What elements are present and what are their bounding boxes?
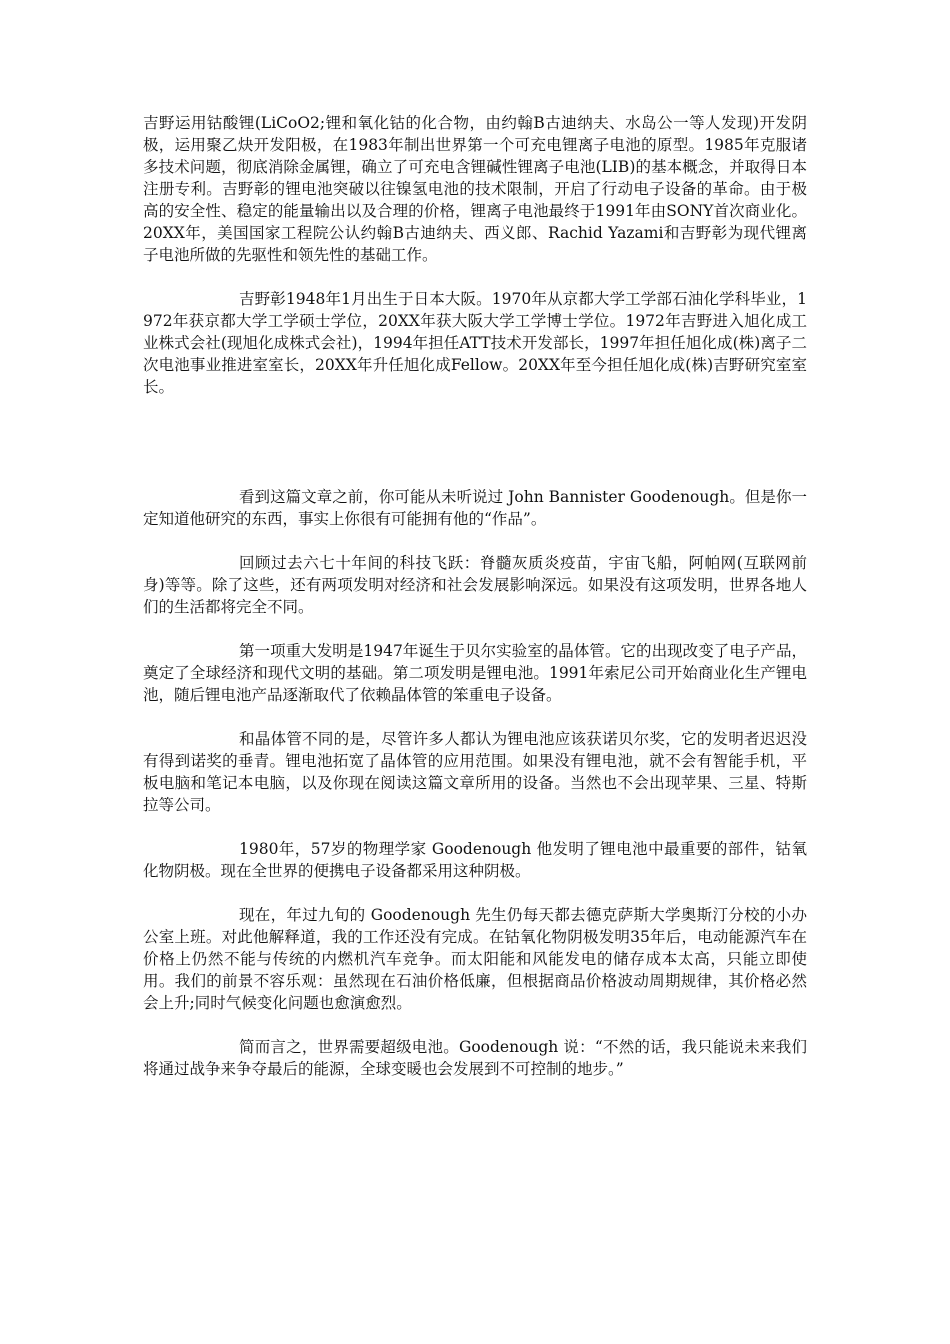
paragraph: 和晶体管不同的是，尽管许多人都认为锂电池应该获诺贝尔奖，它的发明者迟迟没有得到诺奖的垂青。锂电池拓宽了晶体管的应用范围。如果没有锂电池，就不会有智能手机，平板电脑和笔记本电脑，以及你现在阅读这篇文章所用的设备。当然也不会出现苹果、三星、特斯拉等公司。 xyxy=(143,730,807,814)
paragraph: 现在，年过九旬的 Goodenough 先生仍每天都去德克萨斯大学奥斯汀分校的小办公室上班。对此他解释道，我的工作还没有完成。在钴氧化物阴极发明35年后，电动能源汽车在价格上仍然不能与传统的内燃机汽车竞争。而太阳能和风能发电的储存成本太高，只能立即使用。我们的前景不容乐观：虽然现在石油价格低廉，但根据商品价格波动周期规律，其价格必然会上升;同时气候变化问题也愈演愈烈。 xyxy=(143,906,807,1012)
paragraph: 回顾过去六七十年间的科技飞跃：脊髓灰质炎疫苗，宇宙飞船，阿帕网(互联网前身)等等。除了这些，还有两项发明对经济和社会发展影响深远。如果没有这项发明，世界各地人们的生活都将完全不同。 xyxy=(143,554,807,616)
paragraph: 简而言之，世界需要超级电池。Goodenough 说：“不然的话，我只能说未来我们将通过战争来争夺最后的能源，全球变暖也会发展到不可控制的地步。” xyxy=(143,1038,807,1078)
paragraph: 吉野运用钴酸锂(LiCoO2;锂和氧化钴的化合物，由约翰B古迪纳夫、水岛公一等人发现)开发阴极，运用聚乙炔开发阳极，在1983年制出世界第一个可充电锂离子电池的原型。1985年克服诸多技术问题，彻底消除金属锂，确立了可充电含锂碱性锂离子电池(LIB)的基本概念，并取得日本注册专利。吉野彰的锂电池突破以往镍氢电池的技术限制，开启了行动电子设备的革命。由于极高的安全性、稳定的能量输出以及合理的价格，锂离子电池最终于1991年由SONY首次商业化。20XX年，美国国家工程院公认约翰B古迪纳夫、西义郎、Rachid Yazami和吉野彰为现代锂离子电池所做的先驱性和领先性的基础工作。 xyxy=(143,114,807,264)
section-gap xyxy=(143,420,807,486)
document-body xyxy=(143,112,807,1102)
paragraph: 看到这篇文章之前，你可能从未听说过 John Bannister Goodenough。但是你一定知道他研究的东西，事实上你很有可能拥有他的“作品”。 xyxy=(143,488,807,528)
paragraph: 吉野彰1948年1月出生于日本大阪。1970年从京都大学工学部石油化学科毕业，1972年获京都大学工学硕士学位，20XX年获大阪大学工学博士学位。1972年吉野进入旭化成工业株式会社(现旭化成株式会社)，1994年担任ATT技术开发部长，1997年担任旭化成(株)离子二次电池事业推进室室长，20XX年升任旭化成Fellow。20XX年至今担任旭化成(株)吉野研究室室长。 xyxy=(143,290,807,396)
paragraph: 第一项重大发明是1947年诞生于贝尔实验室的晶体管。它的出现改变了电子产品，奠定了全球经济和现代文明的基础。第二项发明是锂电池。1991年索尼公司开始商业化生产锂电池，随后锂电池产品逐渐取代了依赖晶体管的笨重电子设备。 xyxy=(143,642,807,704)
paragraph: 1980年，57岁的物理学家 Goodenough 他发明了锂电池中最重要的部件，钴氧化物阴极。现在全世界的便携电子设备都采用这种阴极。 xyxy=(143,840,807,880)
